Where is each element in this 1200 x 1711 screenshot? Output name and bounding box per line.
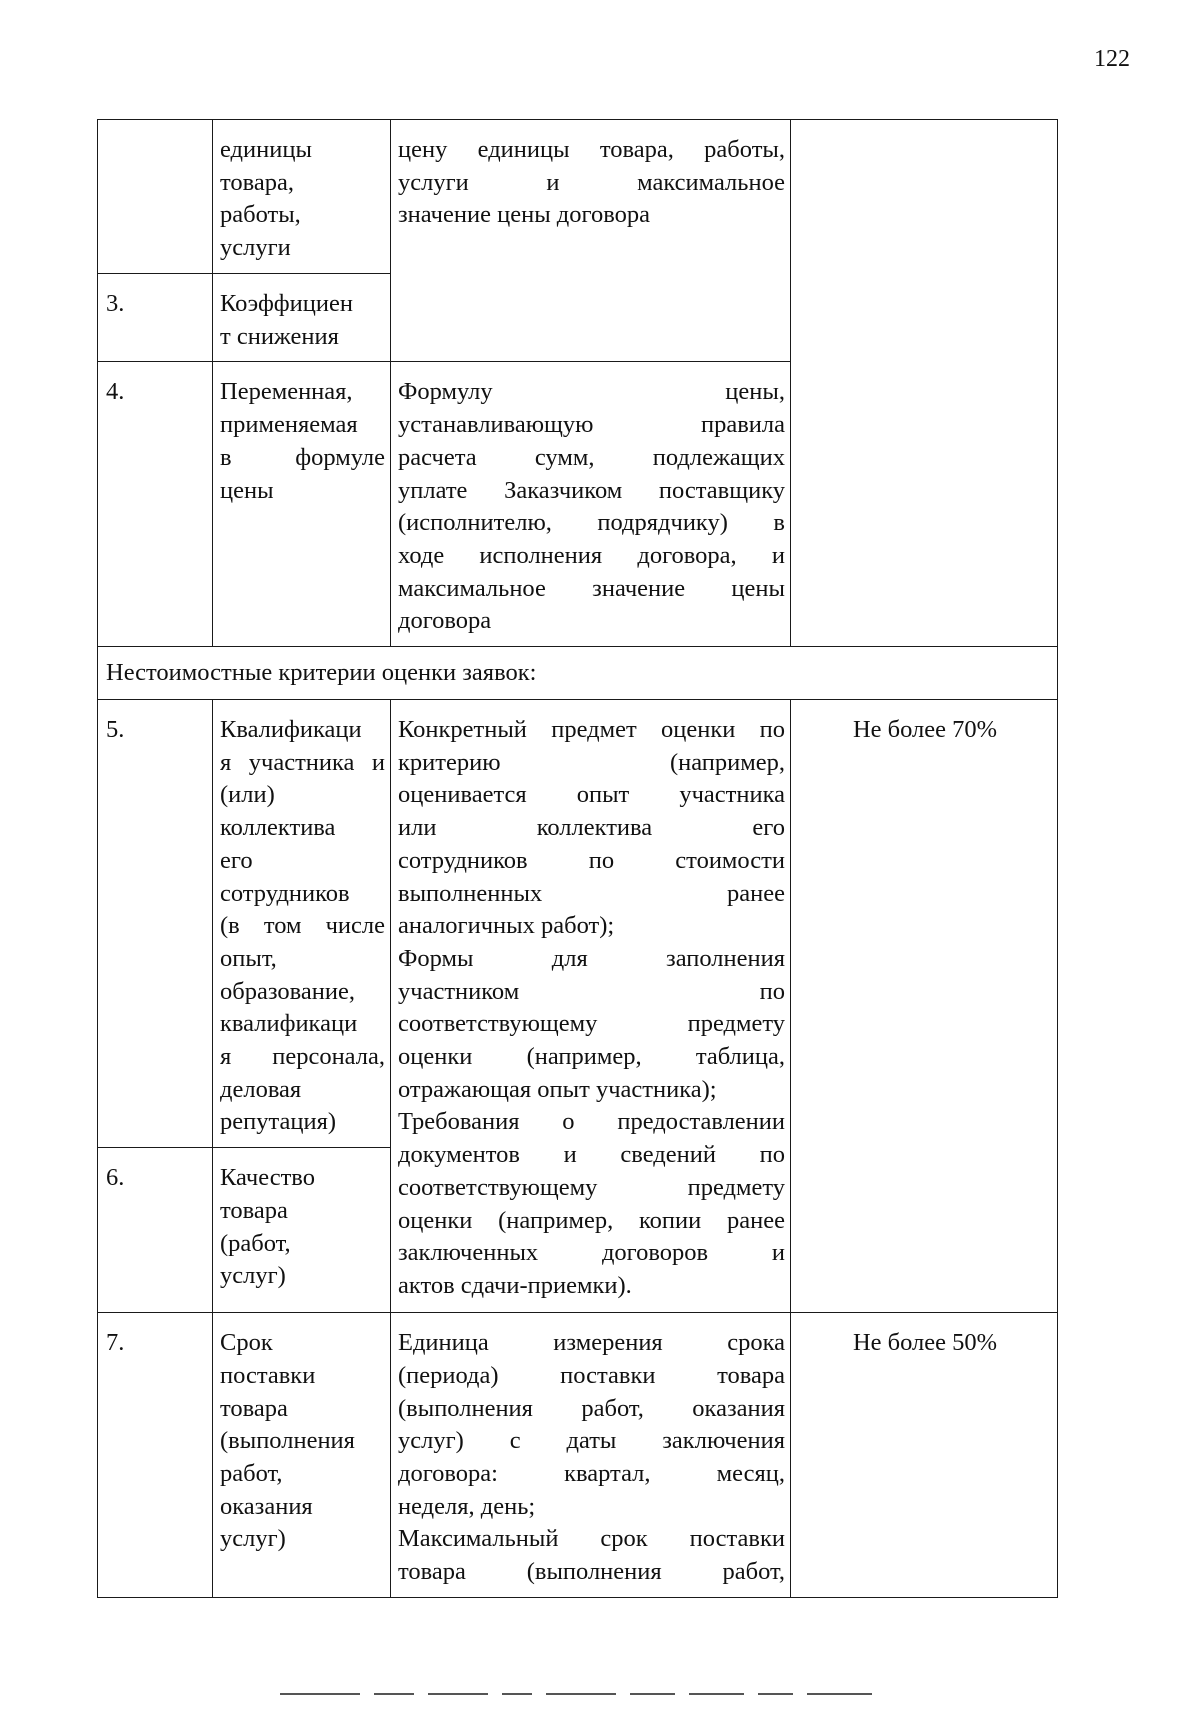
section-header-row [98,647,1058,700]
criterion-description-cell: Единица измерения срока (периода) поставки товара (выполнения работ, оказания услуг) с даты заключения договора: квартал, месяц, неделя, день; Максимальный срок поставки товара (выполнения работ, [391,1313,791,1598]
criterion-description-cell: Конкретный предмет оценки по критерию (например, оценивается опыт участника или коллектива его сотрудников по стоимости выполненных ранее аналогичных работ); Формы для заполнения участником по соответствующему предмету оценки (например, таблица, отражающая опыт участника); Требования о предоставлении документов и сведений по соответствующему предмету оценки (например, копии ранее заключенных договоров и актов сдачи-приемки). [391,700,791,1313]
criterion-description-cell: цену единицы товара, работы, услуги и максимальное значение цены договора [391,120,791,362]
criterion-name-cell: единицы товара, работы, услуги [213,120,391,274]
criterion-name-cell: Квалификаци я участника и (или) коллектива его сотрудников (в том числе опыт, образование, квалификаци я персонала, деловая репутация) [213,700,391,1148]
section-title: Нестоимостные критерии оценки заявок: [98,647,1058,700]
criteria-table-wrap [97,119,1057,1598]
weight-cell [791,120,1058,647]
table-row [98,700,1058,1148]
row-number-cell [98,120,213,274]
row-number-cell: 3. [98,274,213,362]
table-row [98,120,1058,274]
row-number-cell: 6. [98,1148,213,1313]
row-number-cell: 5. [98,700,213,1148]
weight-cell: Не более 50% [791,1313,1058,1598]
table-row [98,1313,1058,1598]
weight-cell: Не более 70% [791,700,1058,1313]
page-number: 122 [1094,46,1130,72]
row-number-cell: 7. [98,1313,213,1598]
criterion-name-cell: Коэффициен т снижения [213,274,391,362]
criterion-name-cell: Срок поставки товара (выполнения работ, оказания услуг) [213,1313,391,1598]
criterion-name-cell: Качество товара (работ, услуг) [213,1148,391,1313]
criteria-table [97,119,1058,1598]
criterion-description-cell: Формулу цены, устанавливающую правила расчета сумм, подлежащих уплате Заказчиком поставщику (исполнителю, подрядчику) в ходе исполнения договора, и максимальное значение цены договора [391,362,791,647]
scan-artifact-marks [280,1693,1040,1699]
criterion-name-cell: Переменная, применяемая в формуле цены [213,362,391,647]
row-number-cell: 4. [98,362,213,647]
